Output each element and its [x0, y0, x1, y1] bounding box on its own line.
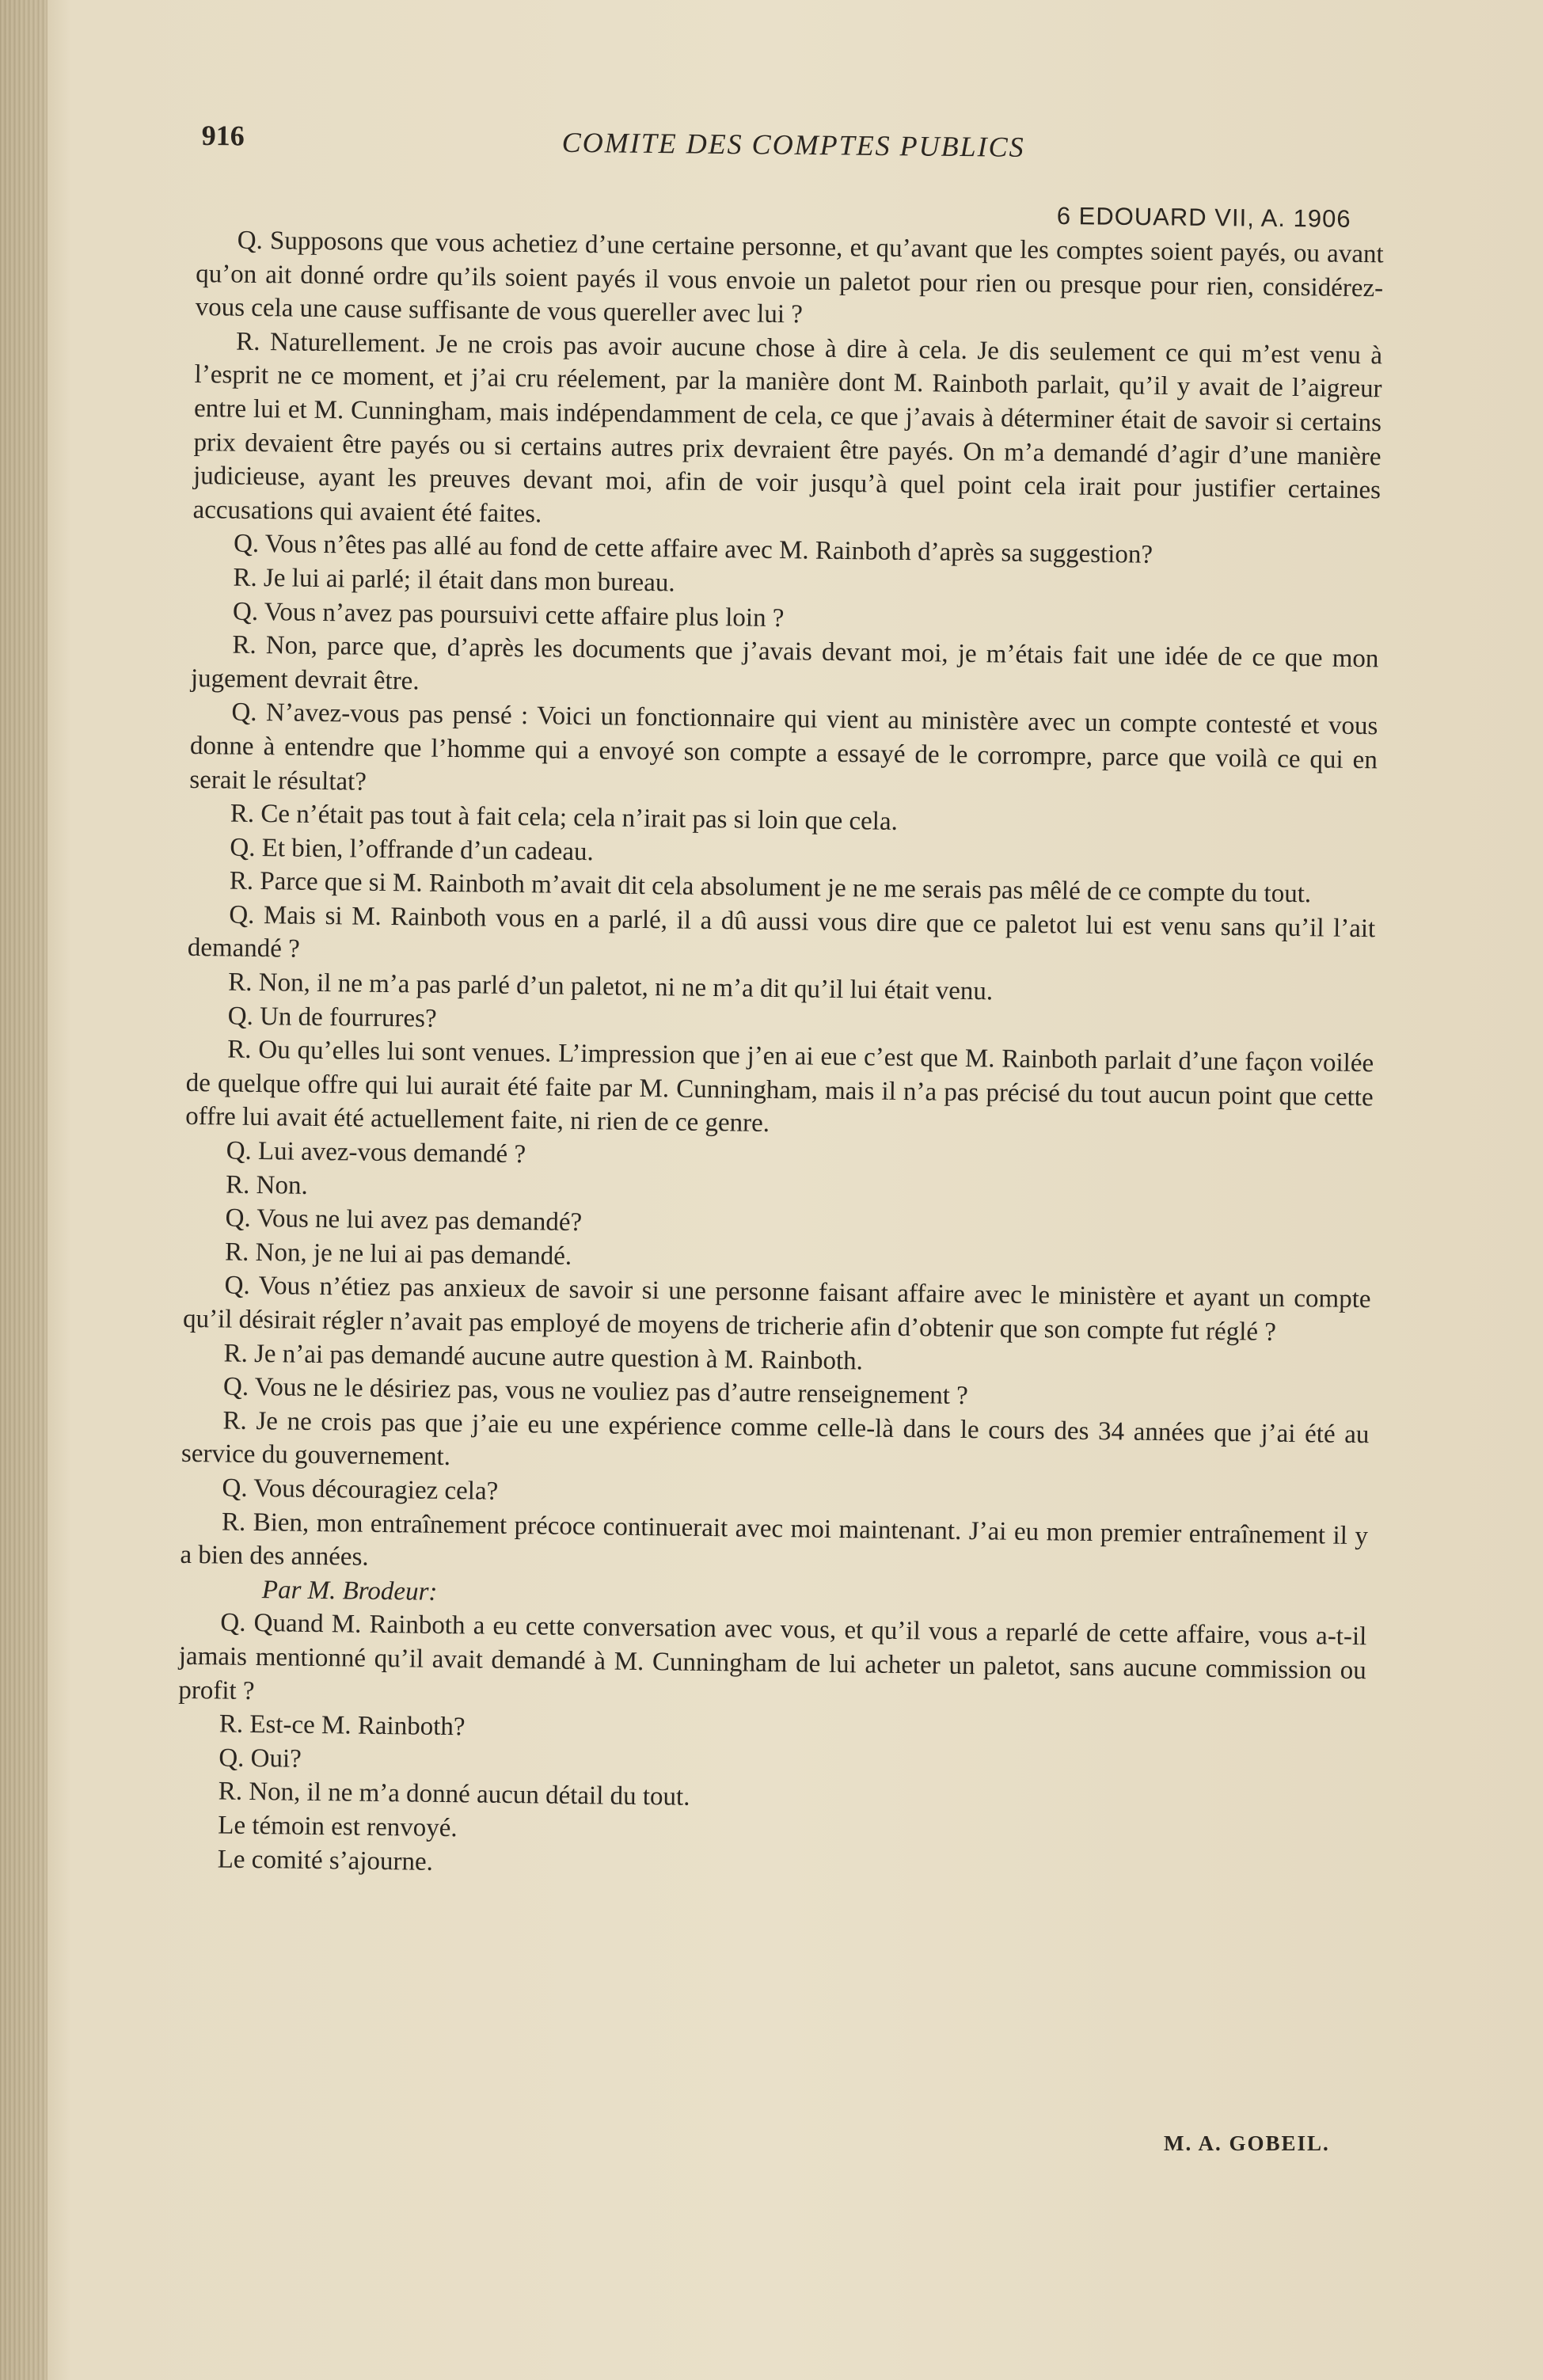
- paragraph: Q. Vous n’étiez pas anxieux de savoir si une personne faisant affaire avec le ministère et ayant un compte qu’il désirait régler n’avait pas employé de moyens de tricherie afin d’obtenir que son compte fut réglé ?: [182, 1271, 1371, 1347]
- paragraph: Q. Vous ne lui avez pas demandé?: [225, 1203, 583, 1238]
- paragraph: Q. Et bien, l’offrande d’un cadeau.: [230, 833, 594, 866]
- signature: M. A. GOBEIL.: [1164, 2131, 1330, 2155]
- paragraph: Q. Vous ne le désiriez pas, vous ne vouliez pas d’autre renseignement ?: [222, 1372, 969, 1411]
- paragraph: Q. Un de fourrures?: [227, 1002, 437, 1033]
- paragraph: R. Non, je ne lui ai pas demandé.: [224, 1238, 572, 1271]
- paragraph: Q. Vous découragiez cela?: [222, 1473, 499, 1506]
- page-header: [201, 119, 1389, 179]
- paragraph: Q. Supposons que vous achetiez d’une certaine personne, et qu’avant que les comptes soient payés, ou avant qu’on ait donné ordre qu’ils soient payés il vous envoie un paletot pour rien ou presque pour rien, considérez-vous cela une cause suffisante de vous quereller avec lui ?: [195, 226, 1384, 329]
- paragraph: Q. Vous n’avez pas poursuivi cette affaire plus loin ?: [232, 597, 785, 633]
- transcript-body: [177, 223, 1384, 1890]
- paragraph: R. Non.: [225, 1170, 308, 1200]
- paragraph: Q. Mais si M. Rainboth vous en a parlé, il a dû aussi vous dire que ce paletot lui est venu sans qu’il l’ait demandé ?: [187, 900, 1376, 964]
- running-title: COMITE DES COMPTES PUBLICS: [561, 126, 1025, 163]
- paragraph: Le comité s’ajourne.: [217, 1844, 434, 1876]
- paragraph: R. Non, parce que, d’après les documents que j’avais devant moi, je m’étais fait une idée de ce que mon jugement devrait être.: [190, 630, 1379, 696]
- paragraph: Q. N’avez-vous pas pensé : Voici un fonctionnaire qui vient au ministère avec un compte contesté et vous donne à entendre que l’homme qui a envoyé son compte a essayé de le corrompre, parce que voilà ce qui en serait le résultat?: [189, 698, 1378, 797]
- page-number: 916: [201, 119, 245, 152]
- paragraph: R. Je ne crois pas que j’aie eu une expérience comme celle-là dans le cours des 34 années que j’ai été au service du gouvernement.: [181, 1406, 1370, 1472]
- book-spine-shadow: [0, 0, 48, 2380]
- paragraph: R. Non, il ne m’a donné aucun détail du tout.: [218, 1777, 690, 1812]
- speaker-heading: Par M. Brodeur:: [261, 1575, 438, 1606]
- session-label: 6 EDOUARD VII, A. 1906: [1056, 202, 1351, 233]
- paragraph: R. Bien, mon entraînement précoce continuerait avec moi maintenant. J’ai eu mon premier entraînement il y a bien des années.: [180, 1507, 1369, 1572]
- paragraph: R. Non, il ne m’a pas parlé d’un paletot, ni ne m’a dit qu’il lui était venu.: [228, 968, 994, 1006]
- paragraph: Q. Quand M. Rainboth a eu cette conversation avec vous, et qu’il vous a reparlé de cette affaire, vous a-t-il jamais mentionné qu’il avait demandé à M. Cunningham de lui acheter un paletot, sans aucune commission ou profit ?: [178, 1608, 1367, 1705]
- paragraph: Q. Vous n’êtes pas allé au fond de cette affaire avec M. Rainboth d’après sa suggestion?: [233, 529, 1153, 570]
- paragraph: R. Je n’ai pas demandé aucune autre question à M. Rainboth.: [223, 1339, 864, 1375]
- paragraph: R. Ce n’était pas tout à fait cela; cela n’irait pas si loin que cela.: [230, 799, 899, 836]
- paragraph: Le témoin est renvoyé.: [218, 1811, 458, 1843]
- paragraph: Q. Oui?: [219, 1743, 302, 1774]
- paragraph: R. Je lui ai parlé; il était dans mon bureau.: [233, 563, 675, 598]
- paragraph: Q. Lui avez-vous demandé ?: [226, 1136, 526, 1169]
- paragraph: R. Ou qu’elles lui sont venues. L’impression que j’en ai eue c’est que M. Rainboth parlait d’une façon voilée de quelque offre qui lui aurait été faite par M. Cunningham, mais il n’a pas précisé du tout aucun point que cette offre lui avait été actuellement faite, ni rien de ce genre.: [184, 1035, 1374, 1139]
- paragraph: R. Naturellement. Je ne crois pas avoir aucune chose à dire à cela. Je dis seulement ce qui m’est venu à l’esprit ne ce moment, et j’ai cru réelement, par la manière dont M. Rainboth parlait, qu’il y avait de l’aigreur entre lui et M. Cunningham, mais indépendamment de cela, ce que j’avais à déterminer était de savoir si certains prix devaient être payés ou si certains autres prix devraient être payés. On m’a demandé d’agir d’une manière judicieuse, ayant les preuves devant moi, afin de voir jusqu’à quel point cela irait pour justifier certaines accusations qui avaient été faites.: [192, 327, 1383, 529]
- paragraph: R. Parce que si M. Rainboth m’avait dit cela absolument je ne me serais pas mêlé de ce compte du tout.: [229, 866, 1312, 909]
- paragraph: R. Est-ce M. Rainboth?: [219, 1709, 466, 1742]
